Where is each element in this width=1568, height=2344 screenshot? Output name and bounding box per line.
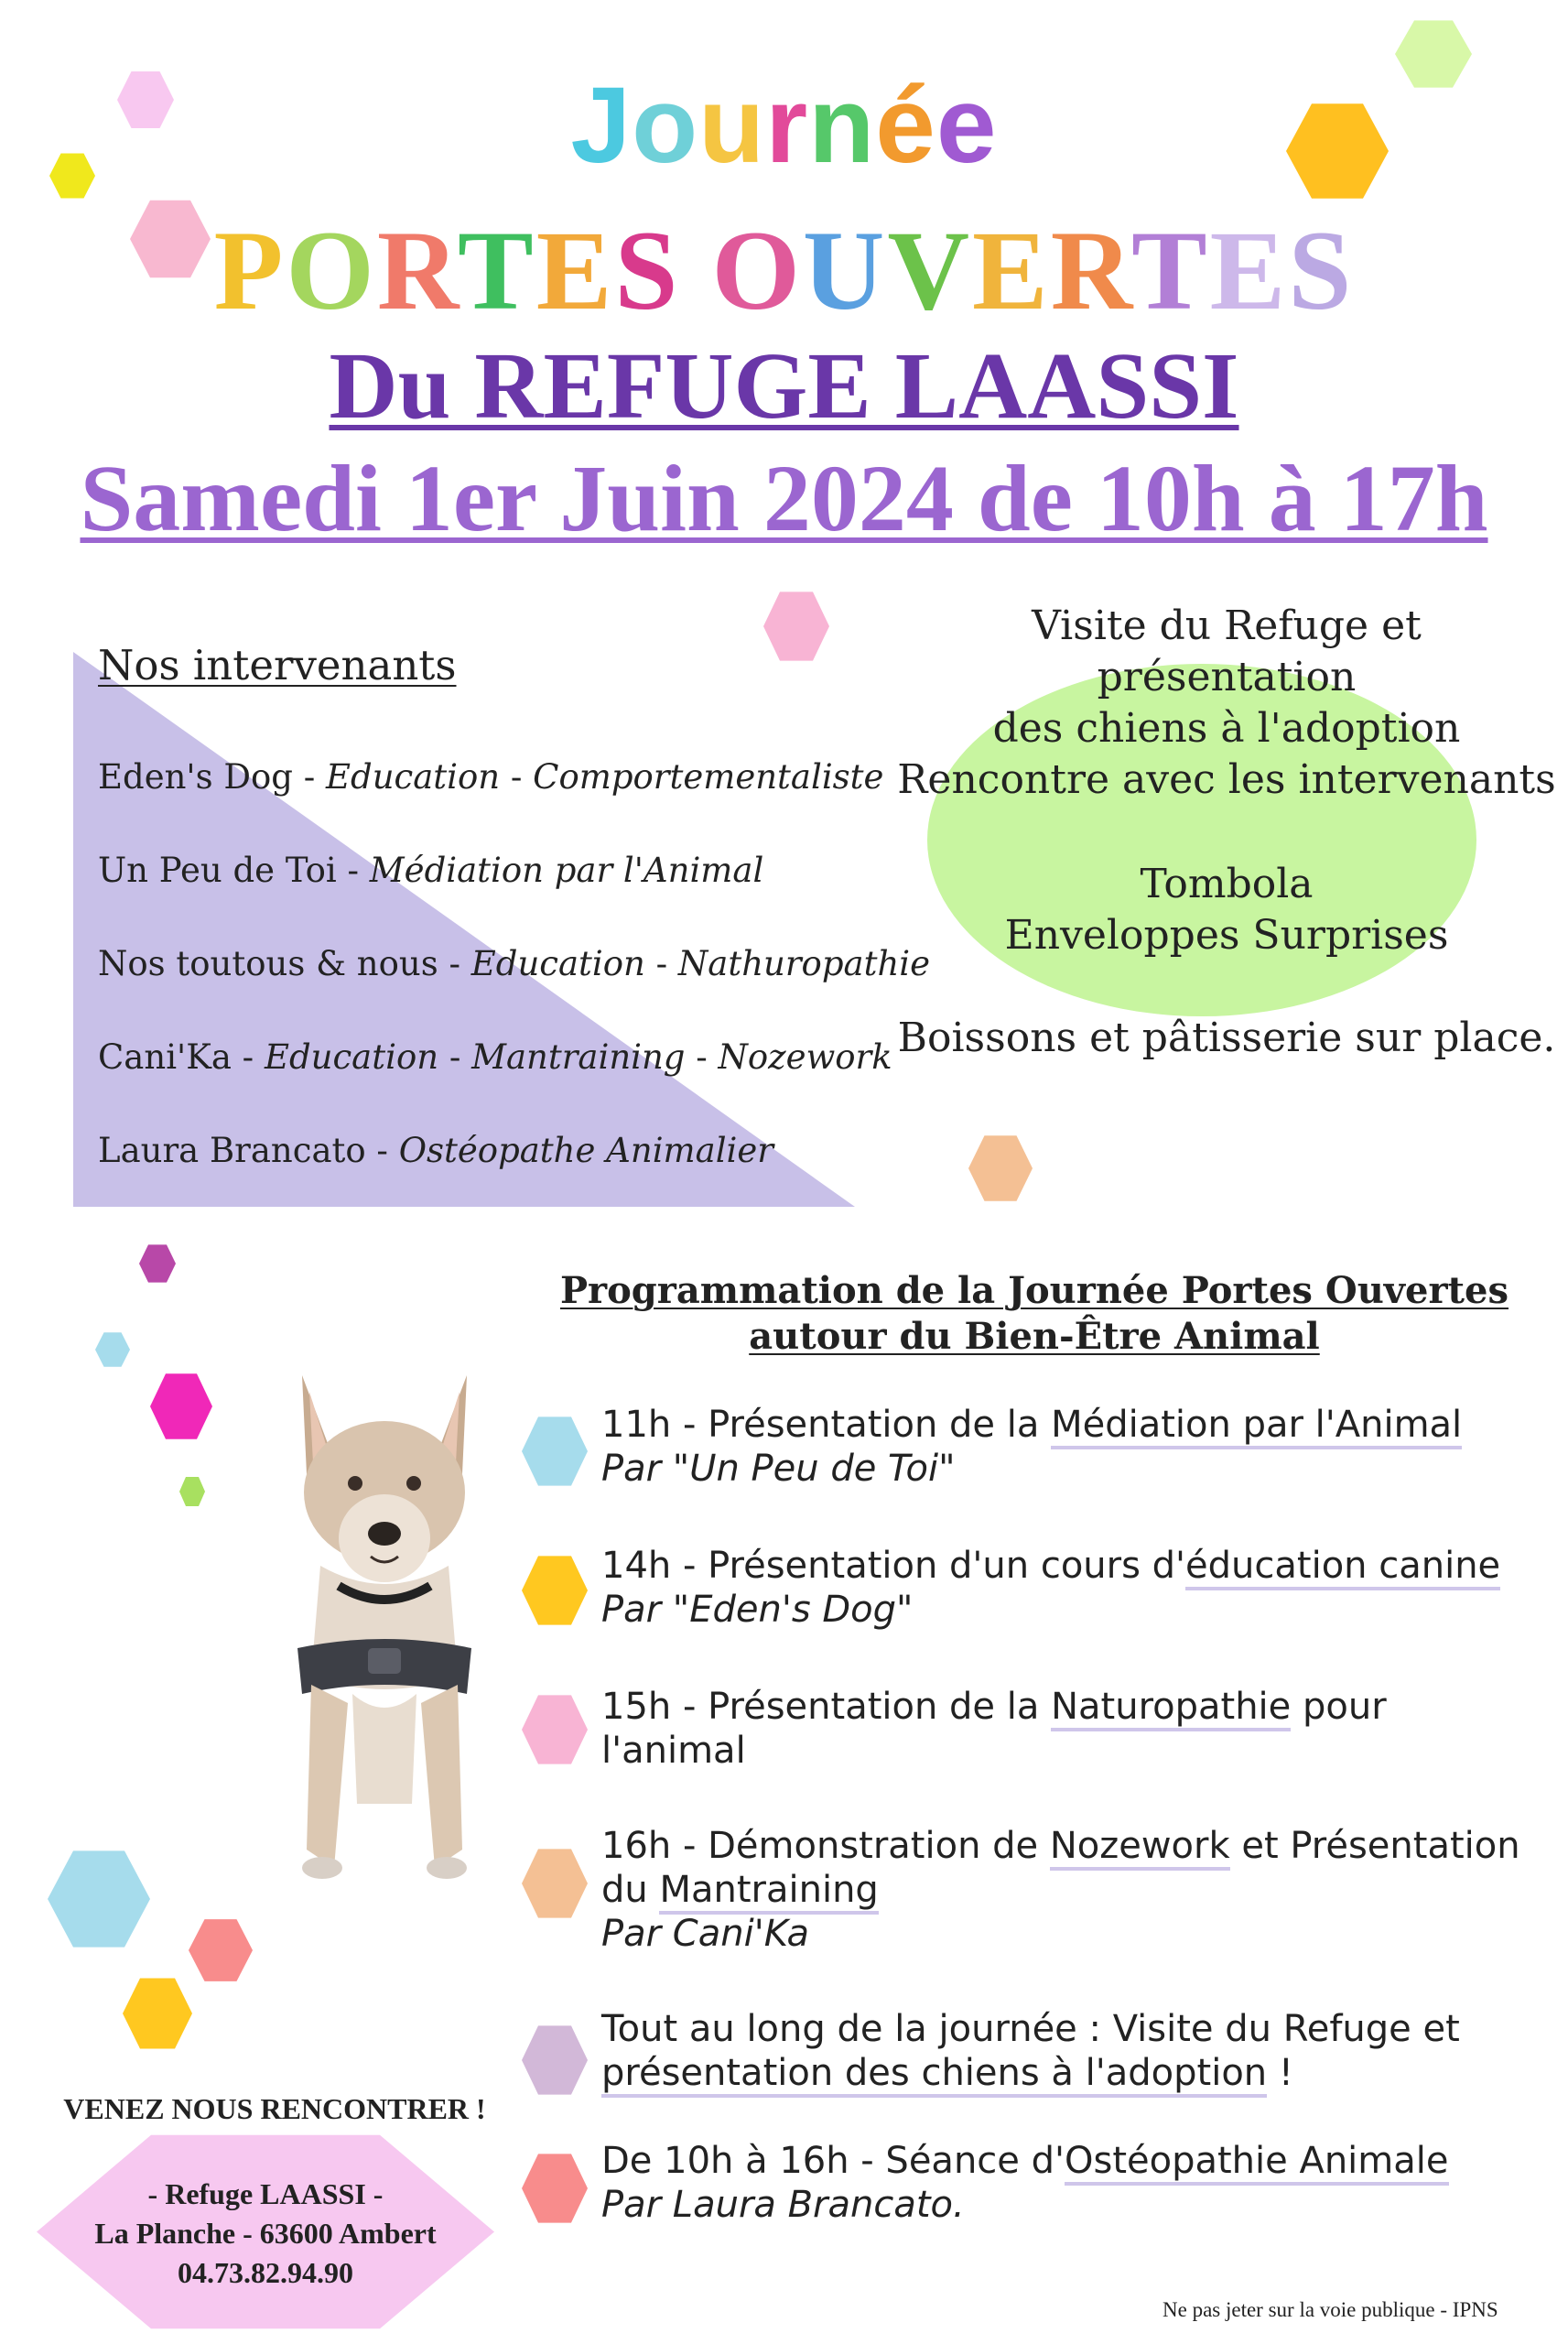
decor-hexagon	[48, 1848, 150, 1950]
title-journee-letter: o	[632, 65, 699, 186]
program-bullet-hexagon	[522, 2024, 588, 2097]
intervenant-row: Nos toutous & nous - Education - Nathuropathie	[98, 944, 931, 983]
program-bullet-hexagon	[522, 1554, 588, 1627]
program-item: Tout au long de la journée : Visite du Refuge et présentation des chiens à l'adoption !	[601, 2007, 1544, 2095]
title-portes-letter: V	[887, 208, 973, 333]
intervenant-row: Cani'Ka - Education - Mantraining - Nozework	[98, 1037, 892, 1077]
program-item: De 10h à 16h - Séance d'Ostéopathie Animale Par Laura Brancato.	[601, 2140, 1449, 2226]
decor-hexagon	[179, 1476, 205, 1507]
activity-visit: Visite du Refuge et présentation des chiens à l'adoption	[992, 602, 1461, 752]
title-journee	[0, 66, 1568, 185]
program-item: 16h - Démonstration de Nozework et Présentation du Mantraining Par Cani'Ka	[601, 1825, 1520, 1955]
title-journee-letter: J	[570, 65, 633, 186]
program-bullet-hexagon	[522, 1847, 588, 1920]
contact-heading: VENEZ NOUS RENCONTRER !	[63, 2092, 486, 2125]
program-item: 14h - Présentation d'un cours d'éducation canine Par "Eden's Dog"	[601, 1545, 1501, 1631]
title-portes-letter: T	[458, 208, 536, 333]
title-portes-letter: R	[376, 208, 459, 333]
title-journee-letter: e	[935, 65, 998, 186]
title-journee-letter: r	[765, 65, 809, 186]
title-portes-letter: O	[286, 208, 377, 333]
title-portes-letter: E	[1209, 208, 1289, 333]
intervenants-triangle	[73, 652, 855, 1207]
title-portes-letter	[680, 208, 711, 333]
title-portes-letter: E	[972, 208, 1051, 333]
title-portes-ouvertes	[0, 207, 1568, 335]
activity-drinks: Boissons et pâtisserie sur place.	[897, 1015, 1556, 1061]
intervenant-row: Laura Brancato - Ostéopathe Animalier	[98, 1131, 773, 1170]
dog-photo	[284, 1373, 485, 1886]
footer-note: Ne pas jeter sur la voie publique - IPNS	[1162, 2298, 1498, 2321]
decor-hexagon	[139, 1243, 176, 1284]
contact-info	[37, 2175, 494, 2293]
decor-hexagon	[763, 590, 829, 663]
contact-refuge: - Refuge LAASSI -	[147, 2177, 384, 2210]
program-item: 11h - Présentation de la Médiation par l'Animal Par "Un Peu de Toi"	[601, 1404, 1463, 1490]
title-journee-letter: é	[875, 65, 936, 186]
decor-hexagon	[123, 1976, 192, 2051]
title-journee-letter: u	[698, 65, 766, 186]
title-journee-letter: n	[808, 65, 876, 186]
contact-address: La Planche - 63600 Ambert	[94, 2217, 437, 2250]
title-portes-letter: R	[1050, 208, 1131, 333]
program-bullet-hexagon	[522, 2152, 588, 2225]
intervenants-heading: Nos intervenants	[98, 641, 457, 689]
decor-hexagon	[95, 1331, 130, 1368]
title-portes-letter: S	[1288, 208, 1355, 333]
title-portes-letter: E	[535, 208, 615, 333]
title-portes-letter: T	[1130, 208, 1210, 333]
program-heading: Programmation de la Journée Portes Ouvertes autour du Bien-Être Animal	[559, 1269, 1509, 1358]
program-bullet-hexagon	[522, 1693, 588, 1766]
intervenant-row: Eden's Dog - Education - Comportementaliste	[98, 757, 884, 797]
title-date: Samedi 1er Juin 2024 de 10h à 17h	[80, 446, 1488, 551]
activity-meet: Rencontre avec les intervenants	[897, 756, 1556, 803]
title-portes-letter: O	[711, 208, 803, 333]
program-bullet-hexagon	[522, 1415, 588, 1488]
decor-hexagon	[189, 1917, 253, 1983]
program-item: 15h - Présentation de la Naturopathie pour l'animal	[601, 1686, 1387, 1772]
title-portes-letter: P	[213, 208, 287, 333]
intervenant-row: Un Peu de Toi - Médiation par l'Animal	[98, 851, 764, 890]
decor-hexagon	[150, 1372, 212, 1441]
title-portes-letter: U	[802, 208, 888, 333]
title-refuge: Du REFUGE LAASSI	[329, 333, 1239, 439]
decor-hexagon	[968, 1134, 1033, 1203]
contact-phone: 04.73.82.94.90	[178, 2256, 353, 2289]
title-portes-letter: S	[614, 208, 681, 333]
activity-tombola: Tombola Enveloppes Surprises	[1004, 861, 1449, 959]
